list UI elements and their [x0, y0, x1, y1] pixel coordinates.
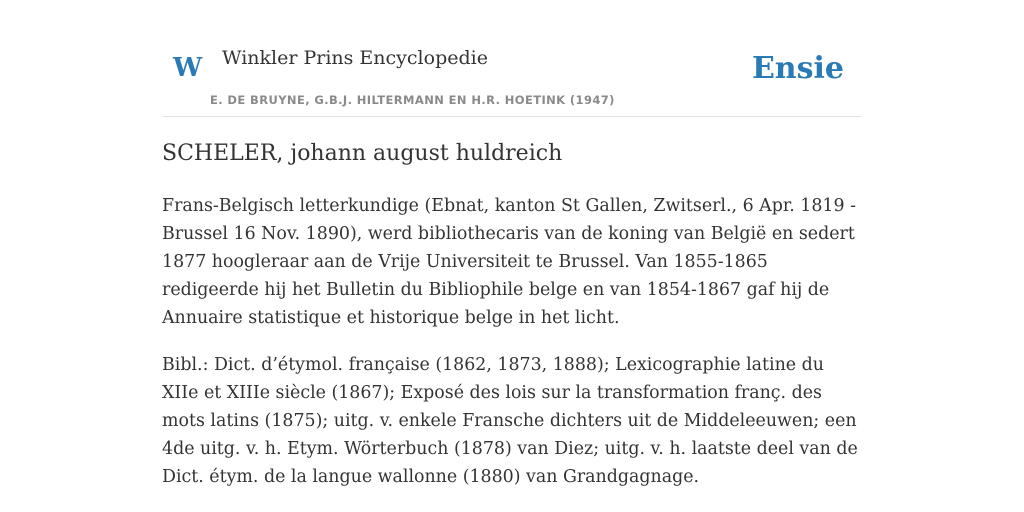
- page-header: [162, 0, 862, 117]
- entry-content: [162, 136, 862, 491]
- entry-title: SCHELER, johann august huldreich: [162, 141, 563, 166]
- winkler-prins-logo[interactable]: W: [173, 53, 203, 83]
- ensie-brand-logo[interactable]: Ensie: [751, 51, 844, 86]
- publication-authors: E. DE BRUYNE, G.B.J. HILTERMANN EN H.R. HOETINK (1947): [210, 93, 615, 107]
- publication-title[interactable]: Winkler Prins Encyclopedie: [222, 47, 488, 69]
- entry-paragraph-bibliography: Bibl.: Dict. d’étymol. française (1862, 1873, 1888); Lexicographie latine du XIIe et XIIIe siècle (1867); Exposé des lois sur la transformation franç. des mots latins (1875); uitg. v. enkele Fransche dichters uit de Middeleeuwen; een 4de uitg. v. h. Etym. Wörterbuch (1878) van Diez; uitg. v. h. laatste deel van de Dict. étym. de la langue wallonne (1880) van Grandgagnage.: [162, 355, 858, 487]
- entry-paragraph-biography: Frans-Belgisch letterkundige (Ebnat, kanton St Gallen, Zwitserl., 6 Apr. 1819 - Brussel 16 Nov. 1890), werd bibliothecaris van de koning van België en sedert 1877 hoogleraar aan de Vrije Universiteit te Brussel. Van 1855-1865 redigeerde hij het Bulletin du Bibliophile belge en van 1854-1867 gaf hij de Annuaire statistique et historique belge in het licht.: [162, 196, 856, 328]
